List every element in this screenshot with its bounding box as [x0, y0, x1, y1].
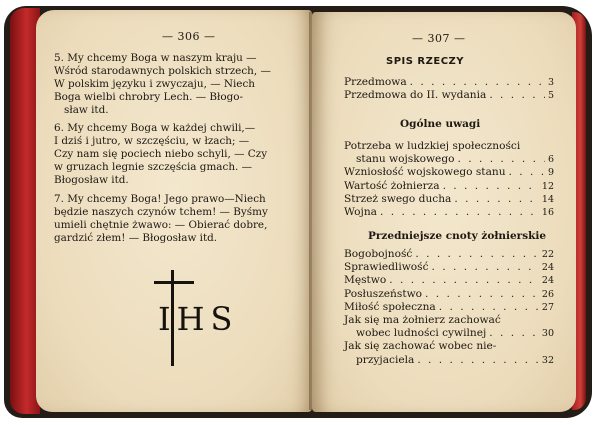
left-page: [36, 10, 312, 412]
toc-section2-list: [344, 248, 554, 367]
toc-entry-title: przyjaciela: [356, 353, 415, 366]
toc-entry-title: Miłość społeczna: [344, 300, 436, 313]
toc-entry-page: 26: [541, 288, 554, 300]
toc-entry-title: Męstwo: [344, 274, 387, 287]
verse-6: [54, 122, 296, 187]
toc-entry: [344, 76, 554, 89]
toc-entry-page: 9: [547, 167, 554, 179]
verse-line: 6. My chcemy Boga w każdej chwili,—: [54, 122, 256, 134]
toc-entry-title: Jak się ma żołnierz zachować: [344, 314, 501, 327]
toc-leader: [380, 206, 539, 219]
verse-line: Wśród starodawnych polskich strzech, —: [54, 65, 271, 78]
toc-entry-title: wobec ludności cywilnej: [356, 327, 487, 340]
verse-line: Błogosław itd.: [54, 174, 129, 187]
toc-leader: [443, 180, 539, 193]
toc-entry: [344, 340, 554, 353]
toc-entry-title: Wojna: [344, 206, 377, 219]
toc-entry: [344, 314, 554, 327]
toc-entry-page: 32: [541, 354, 554, 366]
verse-line: 5. My chcemy Boga w naszym kraju —: [54, 52, 257, 64]
toc-leader: [432, 261, 539, 274]
toc-leader: [410, 76, 545, 89]
toc-entry-page: 27: [541, 301, 554, 313]
toc-entry: [344, 261, 554, 274]
toc-entry-title: Przedmowa do II. wydania: [344, 89, 487, 102]
toc-entry-title: Wzniosłość wojskowego stanu: [344, 166, 506, 179]
verse-line: I dziś i jutro, w szczęściu, w łzach; —: [54, 135, 250, 148]
toc-entry: [344, 288, 554, 301]
toc-entry: [344, 354, 554, 367]
toc-leader: [425, 288, 539, 301]
toc-leader: [415, 248, 539, 261]
verse-line: Boga wielbi chrobry Lech. — Błogo-: [54, 91, 244, 104]
toc-entry: [344, 89, 554, 102]
toc-entry: [344, 193, 554, 206]
verse-line: Czy nam się pociech niebo schyli, — Czy: [54, 148, 268, 161]
verse-line: gardzić złem! — Błogosław itd.: [54, 232, 218, 245]
verse-line: umieli chętnie żwawo: — Obierać dobre,: [54, 219, 268, 232]
toc-entry-page: 16: [541, 207, 554, 219]
toc-entry-page: 3: [547, 77, 554, 88]
toc-leader: [457, 153, 544, 166]
toc-leader: [389, 274, 539, 287]
toc-entry: [344, 327, 554, 340]
verse-line: sław itd.: [64, 104, 109, 117]
verse-line: w gruzach legnie szczęścia gmach. —: [54, 161, 253, 174]
verse-line: 7. My chcemy Boga! Jego prawo—Niech: [54, 193, 266, 205]
cross-icon-bar: [154, 281, 194, 284]
toc-entry-page: 24: [541, 262, 554, 274]
toc-leader: [439, 301, 539, 314]
toc-entry: [344, 248, 554, 261]
toc-leader: [489, 89, 545, 102]
toc-entry-title: Potrzeba w ludzkiej społeczności: [344, 140, 521, 152]
right-page: [312, 12, 576, 412]
toc-entry-page: 6: [547, 154, 554, 166]
section-title-general: Ogólne uwagi: [400, 118, 481, 130]
right-page-number: — 307 —: [412, 32, 466, 45]
toc-entry: [344, 301, 554, 314]
left-page-number: — 306 —: [162, 30, 216, 43]
toc-leader: [454, 193, 539, 206]
toc-entry-title: Posłuszeństwo: [344, 287, 423, 300]
toc-entry: [344, 180, 554, 193]
toc-leader: [417, 354, 539, 367]
verse-5: [54, 52, 296, 117]
section-title-virtues: Przedniejsze cnoty żołnierskie: [368, 230, 547, 242]
toc-entry-page: 14: [541, 193, 554, 205]
toc-entry: [344, 206, 554, 219]
toc-entry: [344, 153, 554, 166]
verse-line: będzie naszych czynów tchem! — Byśmy: [54, 206, 268, 219]
verse-7: [54, 193, 296, 245]
toc-title: SPIS RZECZY: [386, 56, 465, 67]
toc-entry-page: 22: [541, 249, 554, 260]
toc-entry: [344, 274, 554, 287]
toc-entry-title: Bogobojność: [344, 248, 413, 260]
toc-entry: [344, 166, 554, 179]
verse-line: W polskim języku i zwyczaju, — Niech: [54, 78, 255, 91]
toc-entry-page: 5: [547, 90, 554, 102]
toc-entry-title: Wartość żołnierza: [344, 179, 440, 192]
ihs-monogram: IHS: [158, 300, 239, 338]
toc-entry-page: 30: [541, 328, 554, 340]
toc-entry-page: 12: [541, 180, 554, 192]
toc-entry-title: Sprawiedliwość: [344, 261, 429, 274]
toc-leader: [509, 166, 545, 179]
toc-intro-list: [344, 76, 554, 102]
toc-entry-title: Przedmowa: [344, 76, 407, 88]
toc-entry: [344, 140, 554, 153]
toc-section1-list: [344, 140, 554, 219]
toc-entry-page: 24: [541, 275, 554, 287]
toc-entry-title: Jak się zachować wobec nie-: [344, 340, 497, 353]
toc-entry-title: stanu wojskowego: [356, 153, 455, 166]
toc-entry-title: Strzeż swego ducha: [344, 192, 452, 205]
toc-leader: [489, 327, 539, 340]
